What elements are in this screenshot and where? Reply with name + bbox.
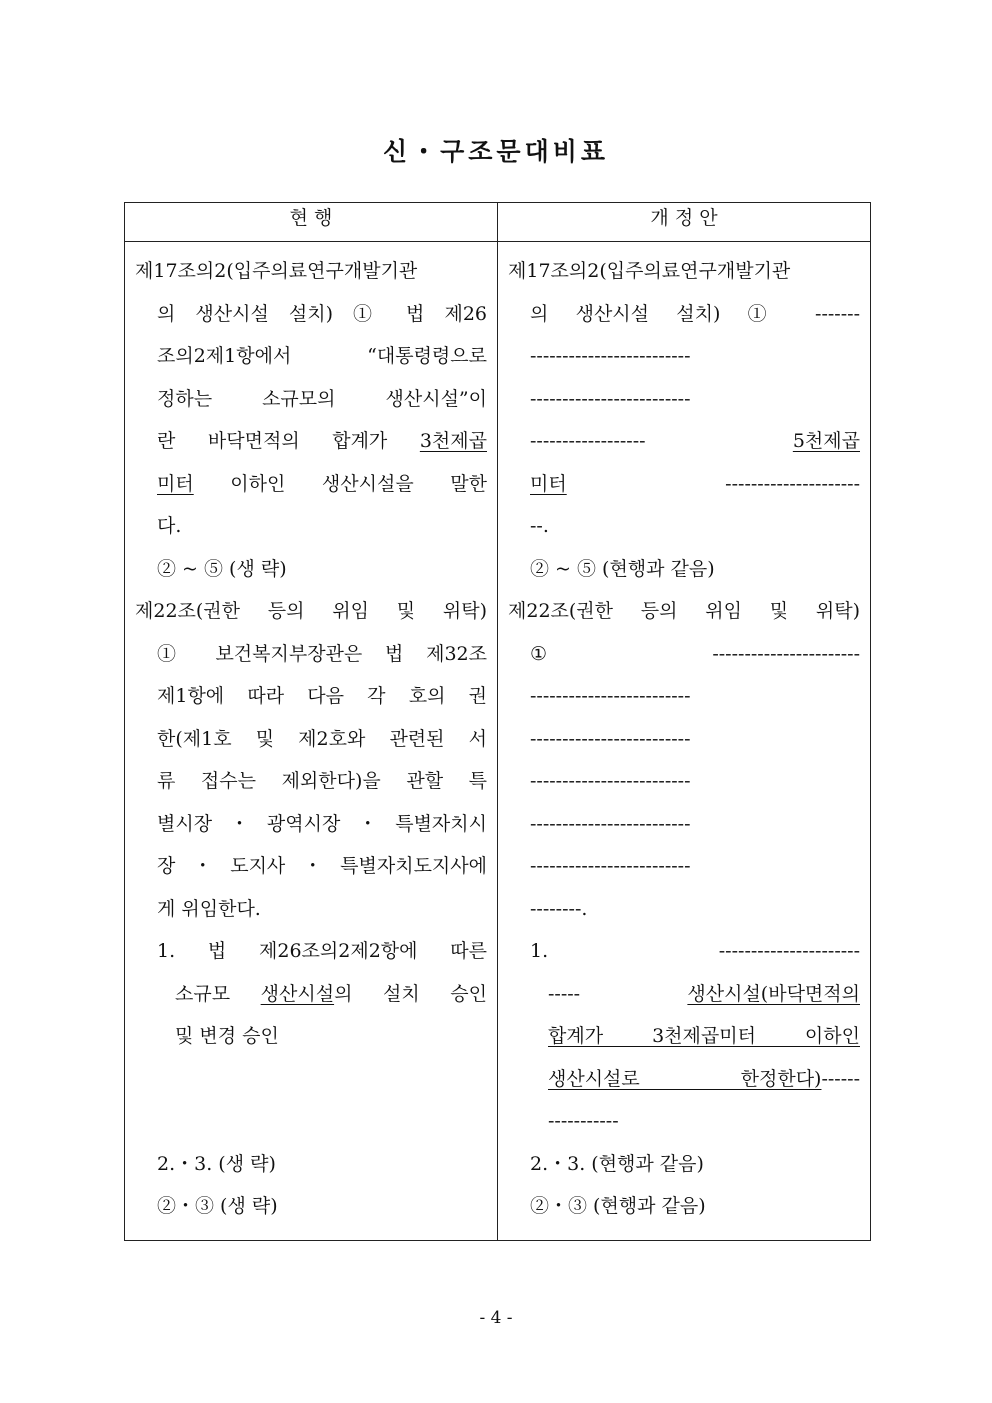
- table-header-row: [125, 203, 871, 242]
- amended-text: 합계가 3천제곱미터 이하인: [548, 1025, 860, 1047]
- amended-text: 미터: [530, 472, 567, 495]
- revised-text-line: 생산시설로 한정한다)------: [548, 1067, 860, 1090]
- current-text-line: 미터 이하인 생산시설을 말한: [157, 472, 487, 495]
- revised-text-line: 미터 ---------------------: [530, 472, 860, 495]
- page-number: - 4 -: [479, 1308, 513, 1328]
- header-revised: 개 정 안: [498, 203, 871, 242]
- revised-text-line: [508, 1015, 860, 1058]
- current-text-line: ②・③ (생 략): [157, 1195, 278, 1217]
- revised-text-line: 제22조(권한 등의 위임 및 위탁): [508, 600, 860, 622]
- current-text-line: 의 생산시설 설치) ① 법 제26: [157, 302, 487, 325]
- current-text-line: 란 바닥면적의 합계가 3천제곱: [157, 430, 487, 452]
- revised-text-line: ------------------ 5천제곱: [530, 430, 860, 452]
- revised-text-line: --------.: [530, 897, 588, 920]
- current-column: [125, 242, 498, 1241]
- current-text-line: 제17조의2(입주의료연구개발기관: [135, 260, 418, 282]
- current-text-line: 및 변경 승인: [175, 1025, 279, 1047]
- current-text-line: 게 위임한다.: [157, 897, 261, 920]
- current-text-line: ② ~ ⑤ (생 략): [157, 557, 287, 580]
- revised-text-line: ②・③ (현행과 같음): [530, 1195, 706, 1217]
- current-text-line: 제22조(권한 등의 위임 및 위탁): [135, 600, 487, 622]
- revised-text-line: -------------------------: [530, 387, 691, 410]
- amended-text: 생산시설로 한정한다): [548, 1067, 822, 1090]
- current-text-line: 조의2제1항에서 “대통령령으로: [157, 345, 487, 367]
- amended-text: 생산시설(바닥면적의: [687, 982, 860, 1005]
- revised-text-line: 의 생산시설 설치) ① -------: [530, 302, 860, 325]
- table-body-row: [125, 242, 871, 1241]
- revised-text-line: ① -----------------------: [530, 642, 860, 665]
- comparison-table: [124, 202, 871, 1241]
- revised-text-line: 제17조의2(입주의료연구개발기관: [508, 260, 791, 282]
- revised-text-line: ----- 생산시설(바닥면적의: [548, 982, 860, 1005]
- amended-text: 5천제곱: [792, 430, 860, 452]
- current-text-line: 정하는 소규모의 생산시설”이: [157, 387, 487, 410]
- revised-text-line: ② ~ ⑤ (현행과 같음): [530, 557, 715, 580]
- current-text-line: 제1항에 따라 다음 각 호의 권: [157, 685, 487, 707]
- amended-text: 생산시설: [260, 982, 335, 1005]
- revised-text-line: -----------: [548, 1110, 619, 1132]
- current-text-line: ① 보건복지부장관은 법 제32조: [157, 642, 487, 665]
- revised-text-line: -------------------------: [530, 770, 691, 792]
- current-text-line: [135, 1058, 487, 1101]
- current-text-line: 별시장・광역시장・특별자치시: [157, 812, 487, 835]
- current-text-line: 1. 법 제26조의2제2항에 따른: [157, 940, 487, 962]
- revised-text-line: 1. ----------------------: [530, 940, 860, 962]
- revised-text-line: -------------------------: [530, 855, 691, 877]
- current-text-line: 2.・3. (생 략): [157, 1152, 276, 1175]
- amended-text: 미터: [157, 472, 194, 495]
- revised-text-line: -------------------------: [530, 345, 691, 367]
- revised-text-line: --.: [530, 515, 549, 537]
- revised-text-line: -------------------------: [530, 727, 691, 750]
- revised-column: [498, 242, 871, 1241]
- current-text-line: 장・도지사・특별자치도지사에: [157, 855, 487, 877]
- document-title: 신・구조문대비표: [382, 137, 610, 166]
- current-text-line: 다.: [157, 515, 182, 537]
- current-text-line: 소규모 생산시설의 설치 승인: [175, 982, 487, 1005]
- current-text-line: 한(제1호 및 제2호와 관련된 서: [157, 727, 487, 750]
- revised-text-line: 2.・3. (현행과 같음): [530, 1152, 704, 1175]
- revised-text-line: -------------------------: [530, 685, 691, 707]
- current-text-line: [135, 1100, 487, 1143]
- revised-text-line: -------------------------: [530, 812, 691, 835]
- amended-text: 3천제곱: [419, 430, 487, 452]
- header-current: 현 행: [125, 203, 498, 242]
- current-text-line: 류 접수는 제외한다)을 관할 특: [157, 770, 487, 792]
